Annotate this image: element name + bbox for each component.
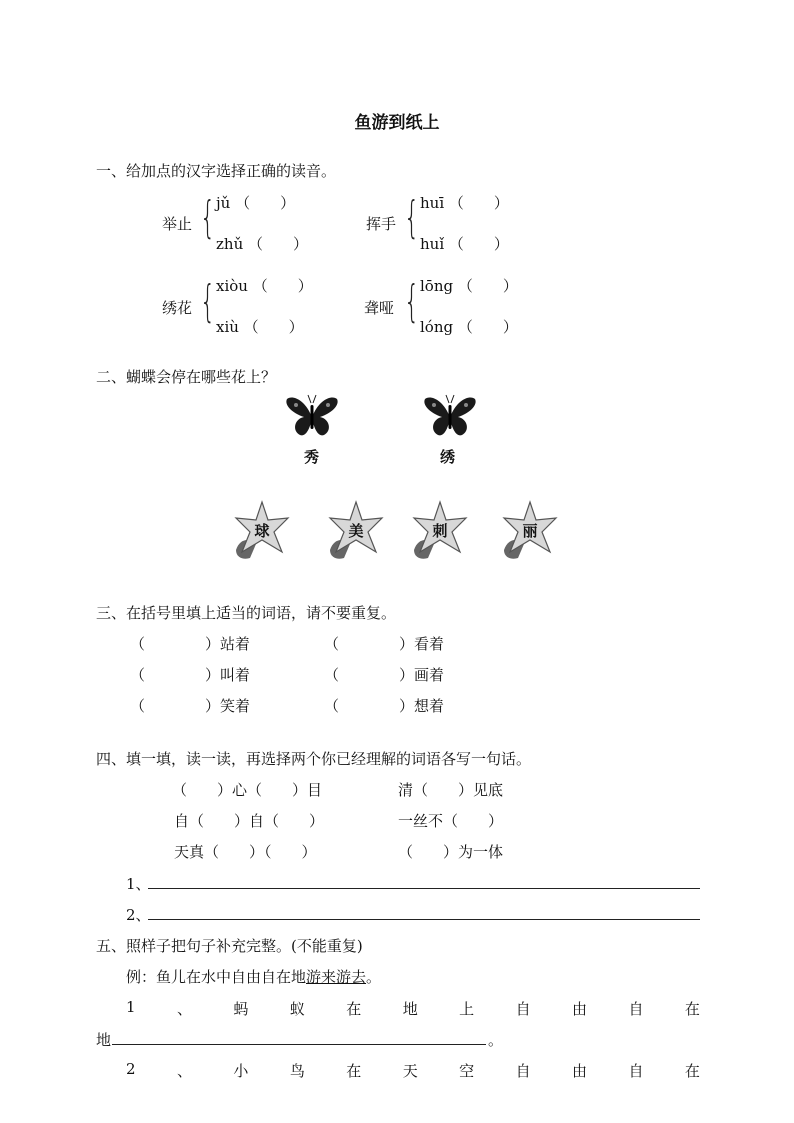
flower-icon <box>498 498 562 562</box>
q5-s2-char: 鸟 <box>289 1062 305 1080</box>
q1-option-2b: huǐ （ ） <box>420 235 509 253</box>
q3-item-2: （ ）看着 <box>324 635 445 653</box>
q3-heading: 三、在括号里填上适当的词语，请不要重复。 <box>96 604 397 622</box>
q5-s1-char: 蚁 <box>289 1000 305 1018</box>
q5-s2-char: 2 <box>126 1060 136 1078</box>
q4-item-4: 一丝不（ ） <box>398 812 504 830</box>
q5-sentence-2 <box>126 1060 700 1081</box>
q5-s2-char: 在 <box>684 1062 700 1080</box>
q1-option-2a: huī （ ） <box>420 194 509 212</box>
q5-s1-char: 在 <box>346 1000 362 1018</box>
page-title: 鱼游到纸上 <box>354 113 440 133</box>
q4-line-1-label: 1、 <box>126 875 151 893</box>
q3-item-6: （ ）想着 <box>324 697 445 715</box>
q4-line-2-label: 2、 <box>126 906 151 924</box>
q1-word-1: 举止 <box>162 215 193 233</box>
flower-label-2: 美 <box>348 522 364 540</box>
q5-s2-char: 、 <box>176 1062 192 1080</box>
q4-item-5: 天真（ ）（ ） <box>174 843 317 861</box>
q5-s1-next: 地 <box>96 1031 112 1049</box>
q5-s1-char: 蚂 <box>233 1000 249 1018</box>
q5-example-prefix: 例：鱼儿在水中自由自在地 <box>126 968 307 986</box>
flower-label-3: 刺 <box>432 522 448 540</box>
q5-example-underlined: 游来游去 <box>306 968 367 986</box>
answer-line-3[interactable] <box>112 1044 486 1045</box>
q5-s2-char: 在 <box>346 1062 362 1080</box>
q1-option-3a: xiòu （ ） <box>216 277 313 295</box>
q4-item-2: 清（ ）见底 <box>398 781 504 799</box>
q5-s2-char: 空 <box>459 1062 475 1080</box>
butterfly-label-2: 绣 <box>440 448 456 466</box>
q5-s2-char: 天 <box>402 1062 418 1080</box>
q3-item-4: （ ）画着 <box>324 666 445 684</box>
q1-option-4a: lōng （ ） <box>420 277 518 295</box>
q5-s1-char: 上 <box>459 1000 475 1018</box>
q1-word-2: 挥手 <box>366 215 397 233</box>
q1-heading: 一、给加点的汉字选择正确的读音。 <box>96 162 337 180</box>
q3-item-5: （ ）笑着 <box>130 697 251 715</box>
q1-word-3: 绣花 <box>162 299 193 317</box>
q1-option-3b: xiù （ ） <box>216 318 304 336</box>
brace-icon: { <box>404 192 420 243</box>
q3-item-3: （ ）叫着 <box>130 666 251 684</box>
flower-label-1: 球 <box>254 522 270 540</box>
q1-option-1b: zhǔ （ ） <box>216 235 308 253</box>
q4-item-6: （ ）为一体 <box>398 843 504 861</box>
q5-s2-char: 由 <box>572 1062 588 1080</box>
flower-icon <box>324 498 388 562</box>
q5-sentence-1 <box>126 998 700 1019</box>
q5-s1-end: 。 <box>488 1031 504 1049</box>
answer-line-2[interactable] <box>148 919 700 920</box>
brace-icon: { <box>200 192 216 243</box>
q3-item-1: （ ）站着 <box>130 635 251 653</box>
q5-s2-char: 小 <box>233 1062 249 1080</box>
q5-s1-char: 在 <box>684 1000 700 1018</box>
q4-item-3: 自（ ）自（ ） <box>174 812 325 830</box>
flower-label-4: 丽 <box>522 522 538 540</box>
q5-example-suffix: 。 <box>366 968 382 986</box>
q5-example <box>126 966 381 987</box>
flower-icon <box>230 498 294 562</box>
q5-s1-char: 自 <box>628 1000 644 1018</box>
q5-heading: 五、照样子把句子补充完整。(不能重复) <box>96 937 363 955</box>
flower-icon <box>408 498 472 562</box>
q5-s1-char: 1 <box>126 998 136 1016</box>
brace-icon: { <box>404 276 420 327</box>
q1-option-4b: lóng （ ） <box>420 318 518 336</box>
answer-line-1[interactable] <box>148 888 700 889</box>
q2-heading: 二、蝴蝶会停在哪些花上？ <box>96 368 277 386</box>
q4-item-1: （ ）心（ ）目 <box>172 781 323 799</box>
q1-word-4: 聋哑 <box>364 299 395 317</box>
butterfly-icon <box>422 393 478 441</box>
q1-option-1a: jǔ （ ） <box>216 194 296 212</box>
q4-heading: 四、填一填，读一读，再选择两个你已经理解的词语各写一句话。 <box>96 750 532 768</box>
q5-s1-char: 地 <box>402 1000 418 1018</box>
butterfly-icon <box>284 393 340 441</box>
q5-s2-char: 自 <box>515 1062 531 1080</box>
q5-s1-char: 自 <box>515 1000 531 1018</box>
q5-s1-char: 由 <box>572 1000 588 1018</box>
butterfly-label-1: 秀 <box>304 448 320 466</box>
q5-s1-char: 、 <box>176 1000 192 1018</box>
brace-icon: { <box>200 276 216 327</box>
q5-s2-char: 自 <box>628 1062 644 1080</box>
